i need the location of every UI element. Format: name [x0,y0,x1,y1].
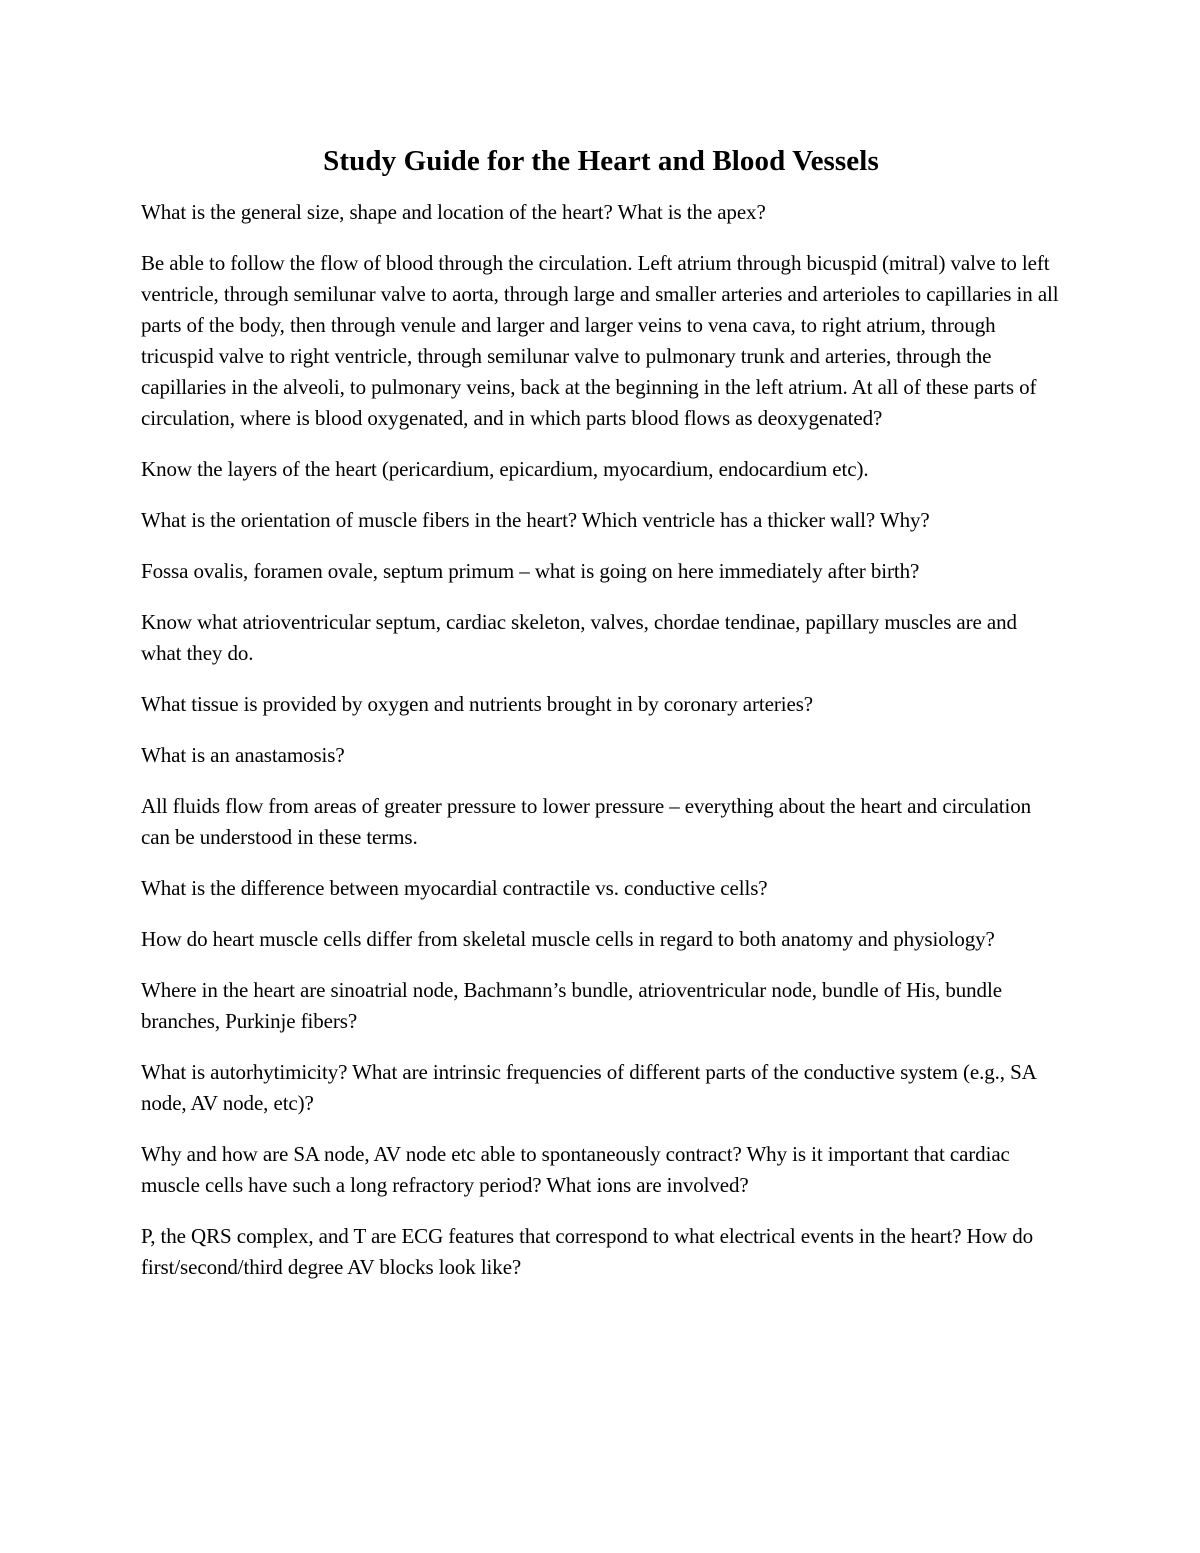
question-atrioventricular-septum: Know what atrioventricular septum, cardiac skeleton, valves, chordae tendinae, papillary muscles are and what they do. [141,610,1017,665]
question-fossa-ovalis: Fossa ovalis, foramen ovale, septum primum – what is going on here immediately after birth? [141,559,920,583]
question-blood-flow: Be able to follow the flow of blood through the circulation. Left atrium through bicuspid (mitral) valve to left ventricle, through semilunar valve to aorta, through large and smaller arteries and arterioles to capillaries in all parts of the body, then through venule and larger and larger veins to vena cava, to right atrium, through tricuspid valve to right ventricle, through semilunar valve to pulmonary trunk and arteries, through the capillaries in the alveoli, to pulmonary veins, back at the beginning in the left atrium. At all of these parts of circulation, where is blood oxygenated, and in which parts blood flows as deoxygenated? [141,251,1059,430]
statement-fluid-pressure: All fluids flow from areas of greater pressure to lower pressure – everything about the heart and circulation can be understood in these terms. [141,794,1032,849]
document-body [141,141,1061,1303]
document-title: Study Guide for the Heart and Blood Vessels [323,145,879,177]
question-contractile-vs-conductive: What is the difference between myocardial contractile vs. conductive cells? [141,876,768,900]
question-muscle-fibers: What is the orientation of muscle fibers in the heart? Which ventricle has a thicker wall? Why? [141,508,930,532]
question-conduction-locations: Where in the heart are sinoatrial node, Bachmann’s bundle, atrioventricular node, bundle of His, bundle branches, Purkinje fibers? [141,978,1002,1033]
question-heart-vs-skeletal: How do heart muscle cells differ from skeletal muscle cells in regard to both anatomy and physiology? [141,927,995,951]
question-heart-layers: Know the layers of the heart (pericardium, epicardium, myocardium, endocardium etc). [141,457,869,481]
question-general-size: What is the general size, shape and location of the heart? What is the apex? [141,200,766,224]
question-ecg-features: P, the QRS complex, and T are ECG features that correspond to what electrical events in the heart? How do first/second/third degree AV blocks look like? [141,1224,1034,1279]
question-anastamosis: What is an anastamosis? [141,743,345,767]
question-spontaneous-contraction: Why and how are SA node, AV node etc able to spontaneously contract? Why is it important that cardiac muscle cells have such a long refractory period? What ions are involved? [141,1142,1010,1197]
question-autorhythmicity: What is autorhytimicity? What are intrinsic frequencies of different parts of the conductive system (e.g., SA node, AV node, etc)? [141,1060,1036,1115]
question-coronary-arteries: What tissue is provided by oxygen and nutrients brought in by coronary arteries? [141,692,813,716]
